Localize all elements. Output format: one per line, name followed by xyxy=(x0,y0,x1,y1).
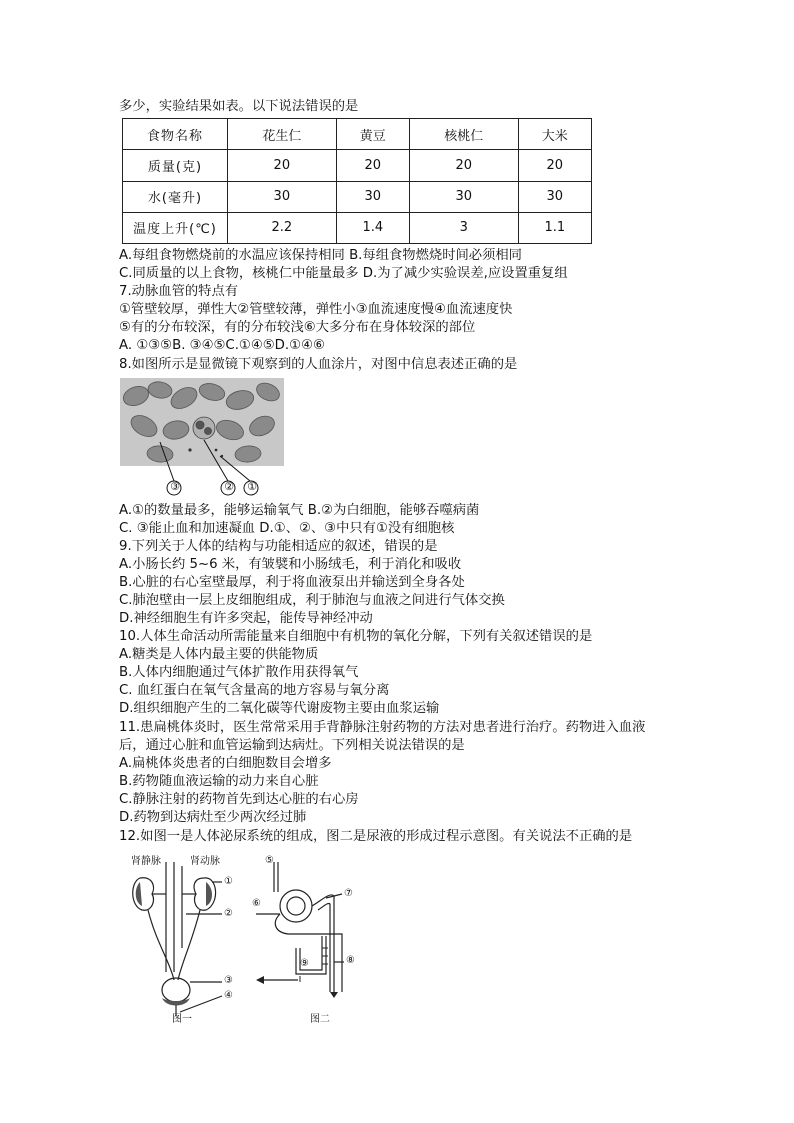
table-cell: 30 xyxy=(228,181,337,212)
option-line: D.药物到达病灶至少两次经过肺 xyxy=(119,810,307,825)
table-header-cell: 花生仁 xyxy=(228,119,337,150)
question-line: 后，通过心脏和血管运输到达病灶。下列相关说法错误的是 xyxy=(119,738,465,753)
question-10-title: 10.人体生命活动所需能量来自细胞中有机物的氧化分解，下列有关叙述错误的是 xyxy=(119,629,593,644)
table-cell: 30 xyxy=(518,181,591,212)
table-cell: 20 xyxy=(518,150,591,181)
option-line: A.①的数量最多，能够运输氧气 B.②为白细胞，能够吞噬病菌 xyxy=(119,503,480,518)
fig2-label-8: ⑧ xyxy=(346,955,355,966)
table-cell: 30 xyxy=(409,181,518,212)
fig2-label-9: ⑨ xyxy=(300,958,309,969)
question-line: ①管壁较厚，弹性大②管壁较薄，弹性小③血流速度慢④血流速度快 xyxy=(119,302,513,317)
table-cell: 1.1 xyxy=(518,212,591,243)
fig1-label-2: ② xyxy=(224,908,233,919)
table-row xyxy=(123,150,592,181)
option-line: C.同质量的以上食物，核桃仁中能量最多 D.为了减少实验误差,应设置重复组 xyxy=(119,266,568,281)
blood-label-2: ② xyxy=(224,480,234,493)
renal-artery-label: 肾动脉 xyxy=(190,856,220,867)
option-line: D.组织细胞产生的二氧化碳等代谢废物主要由血浆运输 xyxy=(119,701,440,716)
fig2-label-5: ⑤ xyxy=(265,855,274,866)
table-header-cell: 核桃仁 xyxy=(409,119,518,150)
renal-vein-label: 肾静脉 xyxy=(131,856,161,867)
question-line: ⑤有的分布较深，有的分布较浅⑥大多分布在身体较深的部位 xyxy=(119,320,476,335)
fig1-label-4: ④ xyxy=(224,990,233,1001)
table-cell: 30 xyxy=(336,181,409,212)
food-energy-table xyxy=(122,118,592,244)
table-cell: 温度上升(℃) xyxy=(123,212,228,243)
table-header-cell: 食物名称 xyxy=(123,119,228,150)
figure-two-caption: 图二 xyxy=(310,1014,330,1025)
table-cell: 2.2 xyxy=(228,212,337,243)
table-cell: 20 xyxy=(336,150,409,181)
option-line: B.人体内细胞通过气体扩散作用获得氧气 xyxy=(119,665,359,680)
option-line: A.每组食物燃烧前的水温应该保持相同 B.每组食物燃烧时间必须相同 xyxy=(119,248,522,263)
fig1-label-1: ① xyxy=(224,876,233,887)
fig2-label-6: ⑥ xyxy=(252,898,261,909)
option-line: B.药物随血液运输的动力来自心脏 xyxy=(119,774,319,789)
question-7-title: 7.动脉血管的特点有 xyxy=(119,284,239,299)
option-line: C. ③能止血和加速凝血 D.①、②、③中只有①没有细胞核 xyxy=(119,521,455,536)
option-line: A. ①③⑤B. ③④⑤C.①④⑤D.①④⑥ xyxy=(119,338,325,353)
table-header-cell: 黄豆 xyxy=(336,119,409,150)
table-header-row xyxy=(123,119,592,150)
question-11-title: 11.患扁桃体炎时，医生常常采用手背静脉注射药物的方法对患者进行治疗。药物进入血液 xyxy=(119,720,646,735)
option-line: A.扁桃体炎患者的白细胞数目会增多 xyxy=(119,756,332,771)
blood-label-1: ① xyxy=(247,480,257,493)
question-6-intro: 多少，实验结果如表。以下说法错误的是 xyxy=(119,99,359,114)
table-cell: 水(毫升) xyxy=(123,181,228,212)
urinary-system-figure xyxy=(126,852,236,1024)
blood-label-3: ③ xyxy=(170,480,180,493)
option-line: C.静脉注射的药物首先到达心脏的右心房 xyxy=(119,792,359,807)
question-8-title: 8.如图所示是显微镜下观察到的人血涂片，对图中信息表述正确的是 xyxy=(119,357,518,372)
table-cell: 3 xyxy=(409,212,518,243)
option-line: A.小肠长约 5~6 米，有皱襞和小肠绒毛，利于消化和吸收 xyxy=(119,557,462,572)
fig1-label-3: ③ xyxy=(224,975,233,986)
table-row xyxy=(123,181,592,212)
option-line: A.糖类是人体内最主要的供能物质 xyxy=(119,647,319,662)
question-9-title: 9.下列关于人体的结构与功能相适应的叙述，错误的是 xyxy=(119,539,438,554)
blood-smear-figure xyxy=(120,378,284,496)
fig2-label-7: ⑦ xyxy=(344,888,353,899)
option-line: D.神经细胞生有许多突起，能传导神经冲动 xyxy=(119,611,373,626)
option-line: B.心脏的右心室壁最厚，利于将血液泵出并输送到全身各处 xyxy=(119,575,465,590)
table-header-cell: 大米 xyxy=(518,119,591,150)
table-cell: 20 xyxy=(409,150,518,181)
question-12-title: 12.如图一是人体泌尿系统的组成，图二是尿液的形成过程示意图。有关说法不正确的是 xyxy=(119,829,633,844)
table-row xyxy=(123,212,592,243)
option-line: C. 血红蛋白在氧气含量高的地方容易与氧分离 xyxy=(119,683,390,698)
option-line: C.肺泡壁由一层上皮细胞组成，利于肺泡与血液之间进行气体交换 xyxy=(119,593,505,608)
figure-one-caption: 图一 xyxy=(172,1014,192,1025)
table-cell: 1.4 xyxy=(336,212,409,243)
nephron-figure xyxy=(252,852,362,1000)
table-cell: 质量(克) xyxy=(123,150,228,181)
table-cell: 20 xyxy=(228,150,337,181)
